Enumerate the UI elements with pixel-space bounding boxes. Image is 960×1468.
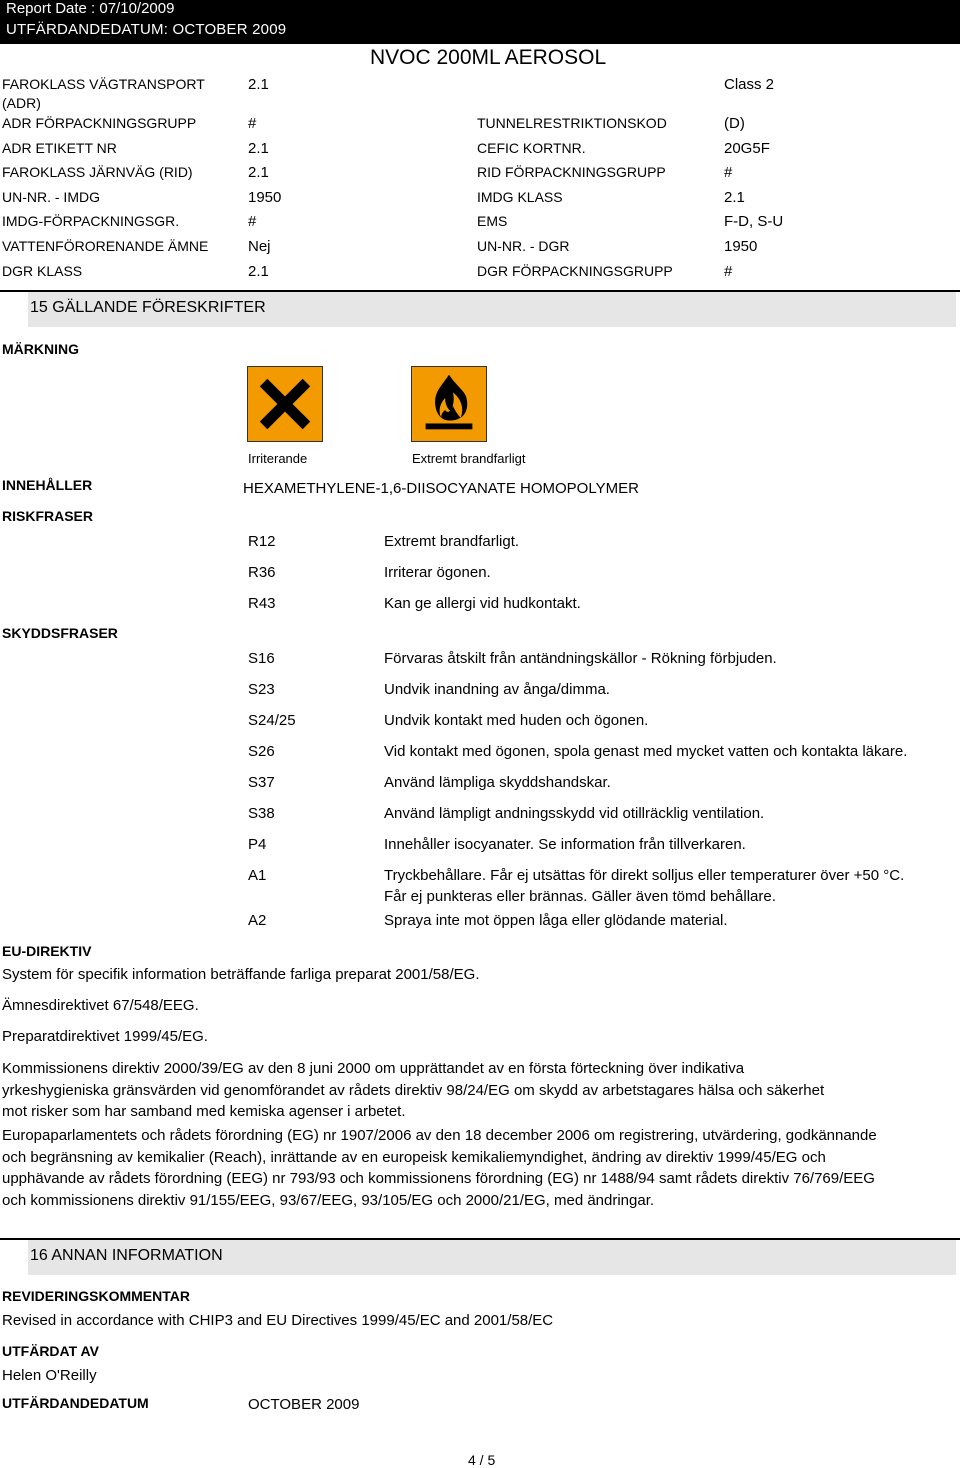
transport-label: FAROKLASS VÄGTRANSPORT	[2, 76, 205, 92]
safety-code: S38	[248, 805, 275, 822]
transport-label: IMDG KLASS	[477, 189, 563, 205]
section-15-header	[28, 292, 956, 327]
transport-label: UN-NR. - IMDG	[2, 189, 100, 205]
eu-directive-paragraph: Kommissionens direktiv 2000/39/EG av den 8 juni 2000 om upprättandet av en första förteckning över indikativa yrkeshygieniska gränsvärden vid genomförandet av rådets direktiv 98/24/EG om skydd av arbetstagares hälsa och säkerhet mot risker som har samband med kemiska agenser i arbetet.	[2, 1060, 825, 1120]
symbol-caption: Extremt brandfarligt	[412, 451, 526, 466]
transport-value: #	[724, 164, 733, 181]
transport-label: UN-NR. - DGR	[477, 238, 570, 254]
transport-value: 2.1	[724, 189, 745, 206]
risk-text: Irriterar ögonen.	[384, 564, 491, 581]
safety-code: S24/25	[248, 712, 296, 729]
transport-label: FAROKLASS JÄRNVÄG (RID)	[2, 164, 193, 180]
safety-text: Tryckbehållare. Får ej utsättas för direkt solljus eller temperaturer över +50 °C.	[384, 867, 905, 884]
transport-value: 2.1	[248, 76, 269, 93]
transport-label: TUNNELRESTRIKTIONSKOD	[477, 115, 667, 131]
transport-value: (D)	[724, 115, 745, 132]
contains-value: HEXAMETHYLENE-1,6-DIISOCYANATE HOMOPOLYMER	[243, 480, 639, 497]
risk-code: R43	[248, 595, 276, 612]
safety-text: Spraya inte mot öppen låga eller glödande material.	[384, 912, 728, 929]
safety-text: Använd lämpliga skyddshandskar.	[384, 774, 611, 791]
transport-value: #	[248, 213, 257, 230]
transport-value: 2.1	[248, 140, 269, 157]
transport-label: ADR FÖRPACKNINGSGRUPP	[2, 115, 197, 131]
transport-value: 1950	[248, 189, 282, 206]
transport-label: DGR KLASS	[2, 263, 83, 279]
transport-value: 2.1	[248, 164, 269, 181]
eu-directive-line: Preparatdirektivet 1999/45/EG.	[2, 1028, 208, 1045]
transport-value: 1950	[724, 238, 758, 255]
transport-label: IMDG-FÖRPACKNINGSGR.	[2, 213, 180, 229]
report-header-bar	[0, 0, 960, 44]
transport-label: EMS	[477, 213, 508, 229]
risk-text: Extremt brandfarligt.	[384, 533, 520, 550]
safety-code: S16	[248, 650, 275, 667]
document-title: NVOC 200ML AEROSOL	[370, 46, 607, 69]
transport-class-value: Class 2	[724, 76, 775, 93]
flame-icon	[411, 366, 487, 442]
risk-phrases-heading: RISKFRASER	[2, 508, 94, 524]
revision-text: Revised in accordance with CHIP3 and EU Directives 1999/45/EC and 2001/58/EC	[2, 1312, 554, 1329]
risk-code: R12	[248, 533, 276, 550]
eu-directive-paragraph: Europaparlamentets och rådets förordning (EG) nr 1907/2006 av den 18 december 2006 om registrering, utvärdering, godkännande och begränsning av kemikalier (Reach), inrättande av en europeisk kemikaliemyndighet, ändring av direktiv 1999/45/EG och upphävande av rådets förordning (EEG) nr 793/93 och kommissionens förordning (EG) nr 1488/94 samt rådets direktiv 76/769/EEG och kommissionens direktiv 91/155/EEG, 93/67/EEG, 93/105/EG och 2000/21/EG, med ändringar.	[2, 1127, 877, 1209]
transport-label: ADR ETIKETT NR	[2, 140, 117, 156]
safety-text: Förvaras åtskilt från antändningskällor - Rökning förbjuden.	[384, 650, 777, 667]
contains-heading: INNEHÅLLER	[2, 477, 93, 493]
eu-directive-heading: EU-DIREKTIV	[2, 943, 92, 959]
header-issue-date: UTFÄRDANDEDATUM: OCTOBER 2009	[6, 21, 287, 38]
eu-directive-line: Ämnesdirektivet 67/548/EEG.	[2, 997, 199, 1014]
section-16-header	[28, 1240, 956, 1275]
page-number: 4 / 5	[468, 1452, 496, 1468]
safety-code: A1	[248, 867, 267, 884]
transport-value: F-D, S-U	[724, 213, 784, 230]
safety-code: S26	[248, 743, 275, 760]
transport-value: 20G5F	[724, 140, 770, 157]
marking-heading: MÄRKNING	[2, 341, 79, 357]
safety-code: P4	[248, 836, 267, 853]
safety-text: Undvik kontakt med huden och ögonen.	[384, 712, 649, 729]
risk-code: R36	[248, 564, 276, 581]
transport-value: 2.1	[248, 263, 269, 280]
transport-label: CEFIC KORTNR.	[477, 140, 586, 156]
safety-code: S23	[248, 681, 275, 698]
eu-directive-line: System för specifik information beträffande farliga preparat 2001/58/EG.	[2, 966, 480, 983]
issue-date-value: OCTOBER 2009	[248, 1396, 360, 1413]
transport-value: #	[724, 263, 733, 280]
transport-value: #	[248, 115, 257, 132]
section-title: 16 ANNAN INFORMATION	[30, 1247, 223, 1264]
safety-phrases-heading: SKYDDSFRASER	[2, 625, 118, 641]
safety-text: Innehåller isocyanater. Se information från tillverkaren.	[384, 836, 746, 853]
transport-label: VATTENFÖRORENANDE ÄMNE	[2, 238, 209, 254]
issued-by-heading: UTFÄRDAT AV	[2, 1343, 99, 1359]
issue-date-heading: UTFÄRDANDEDATUM	[2, 1395, 149, 1411]
report-date: Report Date : 07/10/2009	[6, 0, 175, 17]
issued-by-name: Helen O'Reilly	[2, 1367, 97, 1384]
safety-text: Vid kontakt med ögonen, spola genast med mycket vatten och kontakta läkare.	[384, 743, 908, 760]
safety-text: Använd lämpligt andningsskydd vid otillräcklig ventilation.	[384, 805, 765, 822]
safety-text: Undvik inandning av ånga/dimma.	[384, 681, 610, 698]
section-title: 15 GÄLLANDE FÖRESKRIFTER	[30, 299, 266, 316]
safety-text-continued: Får ej punkteras eller brännas. Gäller även tömd behållare.	[384, 888, 776, 905]
transport-label: RID FÖRPACKNINGSGRUPP	[477, 164, 666, 180]
transport-label: DGR FÖRPACKNINGSGRUPP	[477, 263, 673, 279]
irritant-cross-icon	[247, 366, 323, 442]
revision-heading: REVIDERINGSKOMMENTAR	[2, 1288, 190, 1304]
risk-text: Kan ge allergi vid hudkontakt.	[384, 595, 581, 612]
transport-label: (ADR)	[2, 95, 41, 111]
symbol-caption: Irriterande	[248, 451, 308, 466]
safety-code: A2	[248, 912, 267, 929]
safety-code: S37	[248, 774, 275, 791]
transport-value: Nej	[248, 238, 271, 255]
